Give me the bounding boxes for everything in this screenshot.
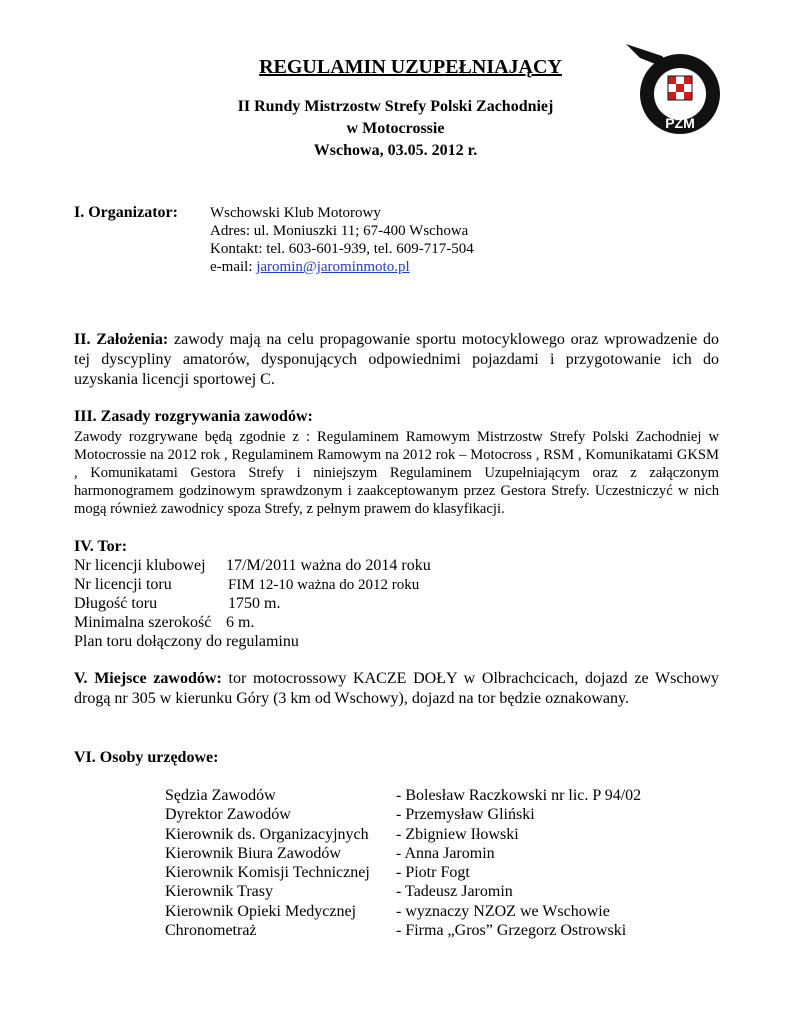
subtitle-round: II Rundy Mistrzostw Strefy Polski Zachodniej (237, 98, 554, 115)
official-person: - Bolesław Raczkowski nr lic. P 94/02 (396, 787, 642, 804)
email-label: e-mail: (210, 259, 253, 275)
assumptions-text: zawody mają na celu propagowanie sportu motocyklowego oraz wprowadzenie do tej dyscypliny amatorów, dysponujących odpowiednimi pojazdami i przygotowanie ich do uzyskania licencji sportowej C. (74, 331, 719, 388)
official-person: - Firma „Gros” Grzegorz Ostrowski (396, 922, 627, 939)
organizer-email-row (210, 259, 410, 276)
official-person: - Anna Jaromin (396, 845, 495, 862)
officials-heading: VI. Osoby urzędowe: (74, 749, 219, 766)
track-heading: IV. Tor: (74, 538, 128, 555)
rules-heading: III. Zasady rozgrywania zawodów: (74, 408, 313, 425)
document-title: REGULAMIN UZUPEŁNIAJĄCY (259, 56, 562, 78)
track-license-value: FIM 12-10 ważna do 2012 roku (228, 577, 420, 593)
track-length-value: 1750 m. (228, 595, 281, 612)
track-license-label: Nr licencji toru (74, 576, 172, 593)
club-license-value: 17/M/2011 ważna do 2014 roku (226, 557, 431, 574)
official-role: Chronometraż (165, 922, 257, 939)
official-person: - Piotr Fogt (396, 864, 470, 881)
svg-text:PZM: PZM (665, 115, 695, 131)
track-plan-note: Plan toru dołączony do regulaminu (74, 633, 299, 650)
organizer-address: Adres: ul. Moniuszki 11; 67-400 Wschowa (210, 223, 469, 239)
official-role: Kierownik Opieki Medycznej (165, 903, 357, 920)
subtitle-discipline: w Motocrossie (346, 120, 445, 137)
venue-section (74, 669, 719, 709)
official-person: - Przemysław Gliński (396, 806, 535, 823)
official-person: - wyznaczy NZOZ we Wschowie (396, 903, 610, 920)
organizer-heading: I. Organizator: (74, 204, 178, 221)
venue-heading: V. Miejsce zawodów: (74, 670, 222, 687)
official-role: Dyrektor Zawodów (165, 806, 291, 823)
official-role: Kierownik ds. Organizacyjnych (165, 826, 369, 843)
official-person: - Tadeusz Jaromin (396, 883, 513, 900)
assumptions-section (74, 330, 719, 390)
official-person: - Zbigniew Iłowski (396, 826, 519, 843)
min-width-label: Minimalna szerokość (74, 614, 212, 631)
official-role: Kierownik Biura Zawodów (165, 845, 341, 862)
organizer-name: Wschowski Klub Motorowy (210, 205, 381, 221)
rules-text: Zawody rozgrywane będą zgodnie z : Regulaminem Ramowym Mistrzostw Strefy Polski Zachodniej w Motocrossie na 2012 rok , Regulaminem Ramowym na 2012 rok – Motocross , RSM , Komunikatami GKSM , Komunikatami Gestora Strefy i niniejszym Regulaminem Uzupełniającym oraz z załączonym harmonogramem godzinowym sprawdzonym i zaakceptowanym przez Gestora Strefy. Uczestniczyć w nich mogą również zawodnicy spoza Strefy, z pełnym prawem do klasyfikacji. (74, 429, 719, 517)
club-license-label: Nr licencji klubowej (74, 557, 206, 574)
assumptions-heading: II. Założenia: (74, 331, 169, 348)
organizer-contact: Kontakt: tel. 603-601-939, tel. 609-717-504 (210, 241, 474, 257)
min-width-value: 6 m. (226, 614, 255, 631)
venue-text: tor motocrossowy KACZE DOŁY w Olbrachcicach, dojazd ze Wschowy drogą nr 305 w kierunku Góry (3 km od Wschowy), dojazd na tor będzie oznakowany. (74, 670, 719, 707)
official-role: Sędzia Zawodów (165, 787, 276, 804)
official-role: Kierownik Trasy (165, 883, 274, 900)
official-role: Kierownik Komisji Technicznej (165, 864, 370, 881)
email-link[interactable]: jaromin@jarominmoto.pl (256, 259, 410, 275)
track-length-label: Długość toru (74, 595, 158, 612)
subtitle-date: Wschowa, 03.05. 2012 r. (313, 142, 478, 159)
